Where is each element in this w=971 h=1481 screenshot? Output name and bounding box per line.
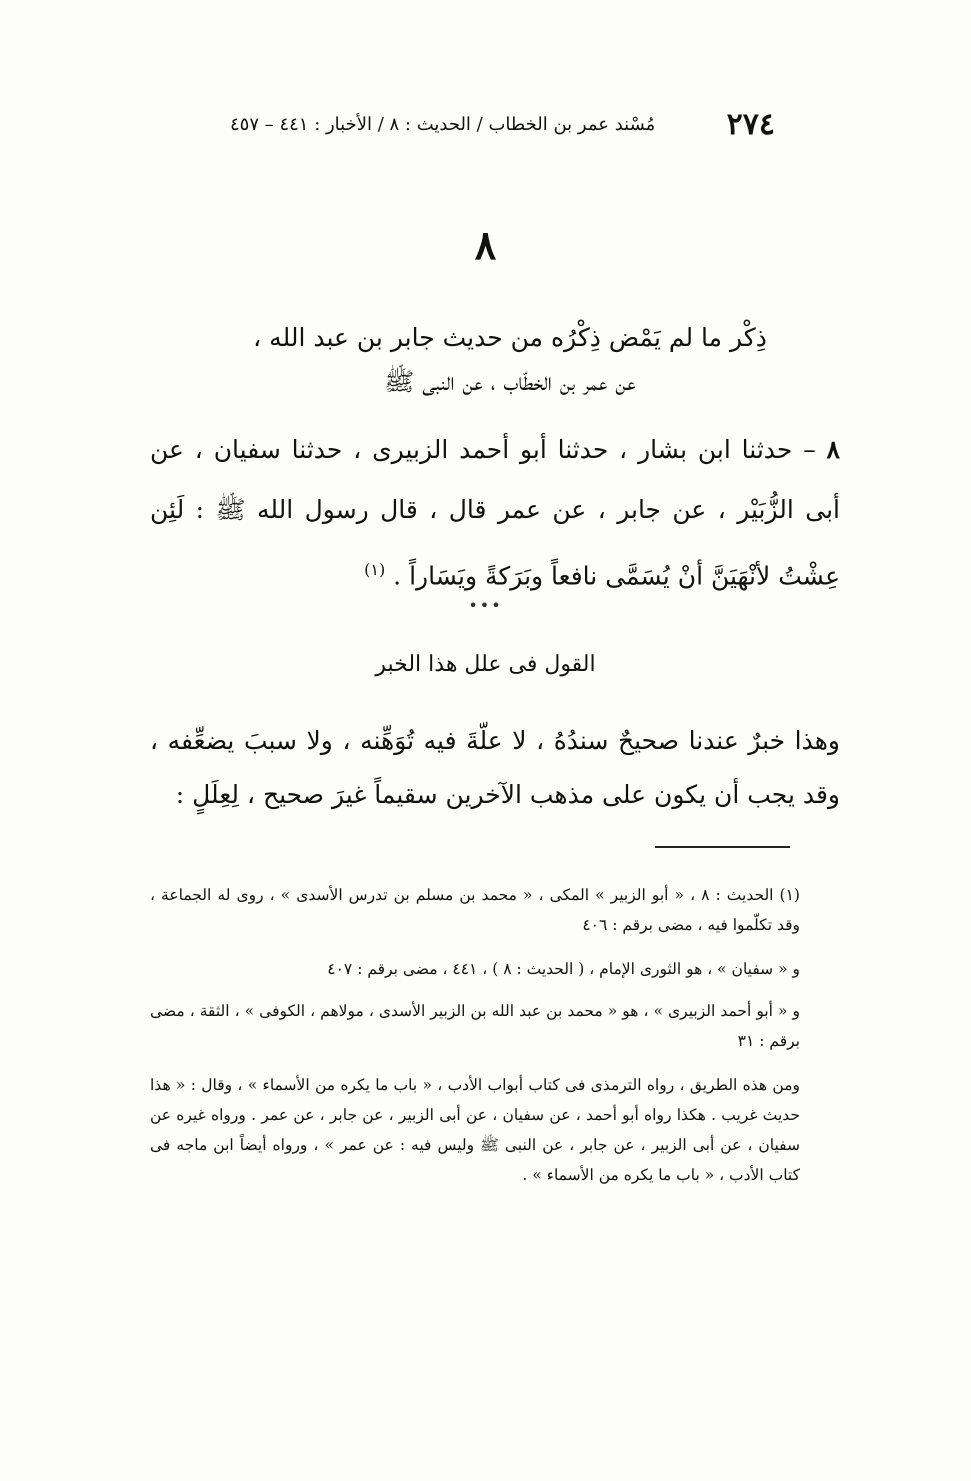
chapter-heading-line-1: ذِكْر ما لم يَمْض ذِكْرُه من حديث جابر بن عبد الله ، bbox=[253, 323, 767, 352]
page-number: ٢٧٤ bbox=[726, 106, 775, 142]
footnote-paragraph: (١) الحديث : ٨ ، « أبو الزبير » المكى ، « محمد بن مسلم بن تدرس الأسدى » ، روى له الجماعة ، وقد تكلّموا فيه ، مضى برقم : ٤٠٦ bbox=[150, 886, 800, 934]
running-header-title: مُسْند عمر بن الخطاب / الحديث : ٨ / الأخبار : ٤٤١ – ٤٥٧ bbox=[230, 113, 656, 135]
running-header bbox=[230, 104, 775, 144]
footnote-reference[interactable]: (١) bbox=[364, 560, 386, 579]
hadith-text bbox=[150, 420, 840, 606]
hadith-dash: – bbox=[803, 435, 816, 464]
separator-dots: ••• bbox=[468, 596, 503, 615]
hadith-body: حدثنا ابن بشار ، حدثنا أبو أحمد الزبيرى ، حدثنا سفيان ، عن أبى الزُّبَيْر ، عن جابر ، عن عمر قال ، قال رسول الله ﷺ : لَئِن عِشْتُ لأنْهَيَنَّ أنْ يُسَمَّى نافعاً وبَرَكةً ويَسَاراً . bbox=[150, 435, 840, 591]
footnote-paragraph: ومن هذه الطريق ، رواه الترمذى فى كتاب أبواب الأدب ، « باب ما يكره من الأسماء » ، وقال : « هذا حديث غريب . هكذا رواه أبو أحمد ، عن سفيان ، عن أبى الزبير ، عن جابر ، عن عمر . ورواه غيره عن سفيان ، عن أبى الزبير ، عن جابر ، عن النبى ﷺ وليس فيه : عن عمر » ، ورواه أيضاً ابن ماجه فى كتاب الأدب ، « باب ما يكره من الأسماء » . bbox=[150, 1076, 800, 1184]
hadith-number: ٨ bbox=[826, 435, 840, 464]
footnote-paragraph: و « سفيان » ، هو الثورى الإمام ، ( الحديث : ٨ ) ، ٤٤١ ، مضى برقم : ٤٠٧ bbox=[327, 960, 800, 978]
section-number: ٨ bbox=[474, 222, 497, 269]
sub-heading: القول فى علل هذا الخبر bbox=[375, 652, 596, 677]
commentary-text: وهذا خبرٌ عندنا صحيحٌ سندُهُ ، لا علّةَ فيه تُوَهِّنه ، ولا سببَ يضعِّفه ، وقد يجب أن يكون على مذهب الآخرين سقيماً غيرَ صحيح ، لِعِلَلٍ : bbox=[150, 726, 840, 809]
footnote-paragraph: و « أبو أحمد الزبيرى » ، هو « محمد بن عبد الله بن الزبير الأسدى ، مولاهم ، الكوفى » ، الثقة ، مضى برقم : ٣١ bbox=[150, 1002, 800, 1050]
chapter-heading bbox=[230, 316, 790, 404]
footnotes bbox=[150, 880, 800, 1204]
chapter-heading-line-2: عن عمر بن الخطّاب ، عن النبى ﷺ bbox=[384, 367, 636, 396]
footnote-divider bbox=[655, 846, 790, 848]
